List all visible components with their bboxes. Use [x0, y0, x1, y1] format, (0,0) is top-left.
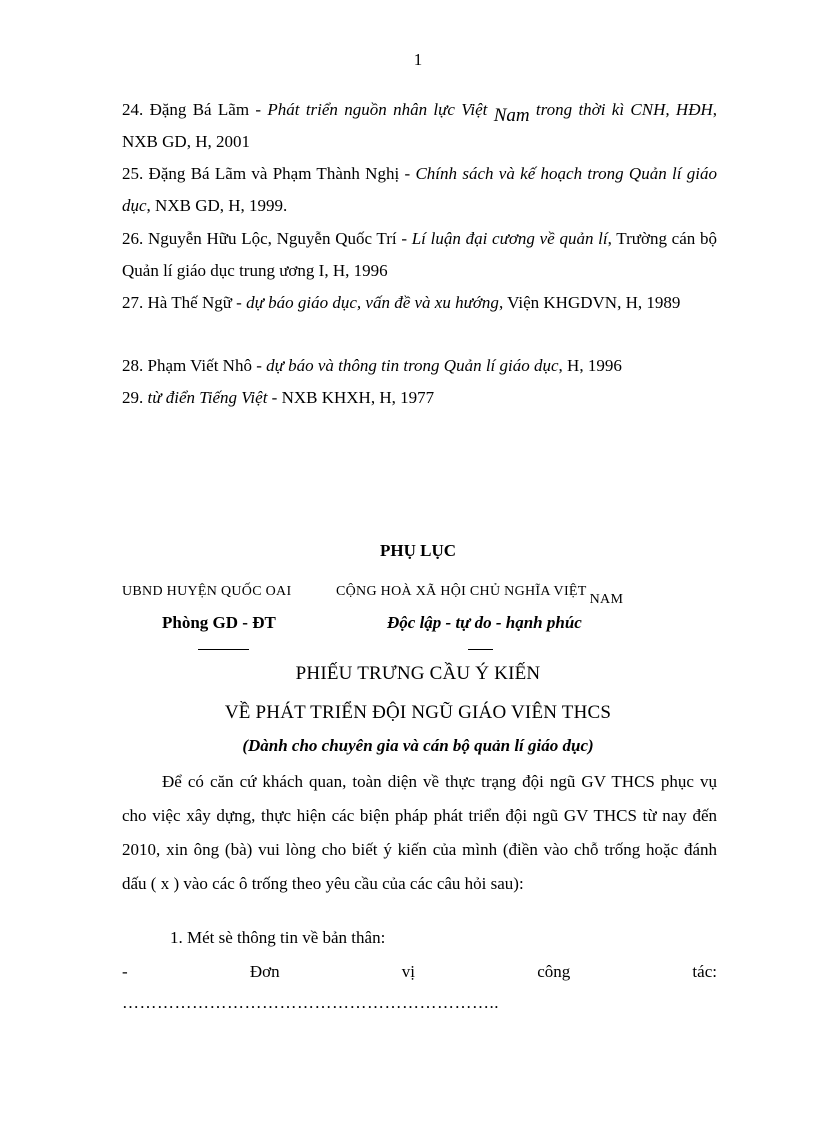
national-motto: Độc lập - tự do - hạnh phúc [387, 613, 582, 632]
reference-25: 25. Đặng Bá Lãm và Phạm Thành Nghị - Chính sách và kế hoạch trong Quản lí giáo dục, NXB GD, H, 1999. [122, 164, 717, 215]
motto-divider [468, 649, 493, 650]
question-1: 1. Mét sè thông tin về bản thân: [170, 928, 386, 947]
appendix-title: PHỤ LỤC [379, 541, 457, 560]
reference-24: 24. Đặng Bá Lãm - Phát triển nguồn nhân lực Việt Nam trong thời kì CNH, HĐH, NXB GD, H, 2001 [122, 100, 718, 151]
issuer-department: Phòng GD - ĐT [162, 613, 276, 632]
form-audience: (Dành cho chuyên gia và cán bộ quản lí giáo dục) [242, 736, 594, 755]
page-number: 1 [413, 50, 423, 69]
national-header: CỘNG HOÀ XÃ HỘI CHỦ NGHĨA VIỆTNAM [336, 584, 624, 607]
issuer-divider [198, 649, 249, 650]
work-unit-label: - Đơn vị công tác: [122, 962, 717, 981]
reference-29: 29. từ điển Tiếng Việt - NXB KHXH, H, 1977 [122, 388, 435, 407]
intro-paragraph: Để có căn cứ khách quan, toàn diện về thực trạng đội ngũ GV THCS phục vụ cho việc xây dựng, thực hiện các biện pháp phát triển đội ngũ GV THCS từ nay đến 2010, xin ông (bà) vui lòng cho biết ý kiến của mình (điền vào chỗ trống hoặc đánh dấu ( x ) vào các ô trống theo yêu cầu của các câu hỏi sau): [122, 772, 717, 893]
form-title: PHIẾU TRƯNG CẦU Ý KIẾN [295, 663, 541, 684]
reference-27: 27. Hà Thế Ngữ - dự báo giáo dục, vấn đề và xu hướng, Viện KHGDVN, H, 1989 [122, 293, 681, 312]
work-unit-fill-line[interactable]: ……………………………………………………….. [122, 993, 499, 1012]
reference-26: 26. Nguyễn Hữu Lộc, Nguyễn Quốc Trí - Lí luận đại cương về quản lí, Trường cán bộ Quản lí giáo dục trung ương I, H, 1996 [122, 229, 717, 280]
reference-28: 28. Phạm Viết Nhô - dự báo và thông tin trong Quản lí giáo dục, H, 1996 [122, 356, 622, 375]
issuer-org: UBND HUYỆN QUỐC OAI [122, 584, 292, 599]
form-subtitle: VỀ PHÁT TRIỂN ĐỘI NGŨ GIÁO VIÊN THCS [224, 702, 612, 723]
